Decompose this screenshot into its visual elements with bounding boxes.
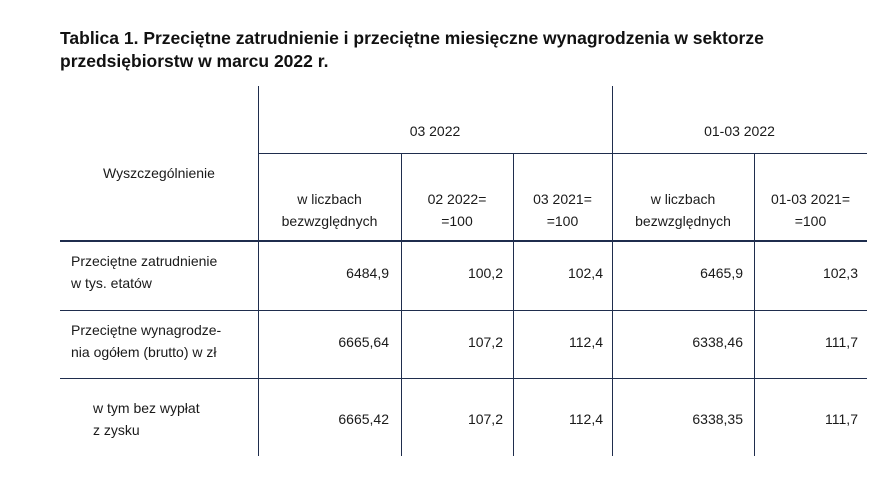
grid-hline-row2-bottom xyxy=(60,378,867,379)
row-label-wages-line-1: Przeciętne wynagrodze- xyxy=(71,322,222,338)
table-cell: 6338,46 xyxy=(692,334,743,350)
table-title xyxy=(60,27,850,73)
table-cell: 6665,42 xyxy=(338,411,389,427)
grid-hline-row1-bottom xyxy=(60,310,867,311)
column-header-3-line-2: =100 xyxy=(546,213,579,229)
grid-hline-group-bottom xyxy=(258,153,867,154)
column-header-5-line-1: 01-03 2021= xyxy=(770,191,851,207)
column-header-2-line-2: =100 xyxy=(441,213,473,229)
table-cell: 111,7 xyxy=(825,334,858,350)
table-title-line-1: Tablica 1. Przeciętne zatrudnienie i przeciętne miesięczne wynagrodzenia w sektorze xyxy=(60,28,764,48)
column-header-3-line-1: 03 2021= xyxy=(533,191,592,207)
table-title-line-2: przedsiębiorstw w marcu 2022 r. xyxy=(60,51,329,71)
column-header-2 xyxy=(401,188,513,232)
table-cell: 6665,64 xyxy=(338,334,389,350)
column-header-1-line-2: bezwzględnych xyxy=(281,213,378,229)
table-cell: 6338,35 xyxy=(692,411,743,427)
column-header-4-line-1: w liczbach xyxy=(650,191,716,207)
row-label-wages-line-2: nia ogółem (brutto) w zł xyxy=(71,344,217,360)
row-label-wages-excl-profit-line-2: z zysku xyxy=(93,422,140,438)
row-label-employment xyxy=(71,250,256,294)
row-label-wages-excl-profit xyxy=(93,397,256,441)
table-cell: 100,2 xyxy=(467,265,503,281)
row-label-wages-excl-profit-line-1: w tym bez wypłat xyxy=(93,400,200,416)
table-cell: 112,4 xyxy=(569,334,603,350)
column-header-5 xyxy=(754,188,867,232)
table-cell: 112,4 xyxy=(569,411,603,427)
column-header-5-line-2: =100 xyxy=(794,213,827,229)
table-cell: 6465,9 xyxy=(700,265,743,281)
column-header-1 xyxy=(258,188,401,232)
group-header-03-2022: 03 2022 xyxy=(409,123,461,139)
grid-hline-header-bottom xyxy=(60,240,867,242)
stub-header: Wyszczególnienie xyxy=(103,165,215,181)
table-cell: 6484,9 xyxy=(346,265,389,281)
column-header-1-line-1: w liczbach xyxy=(297,191,362,207)
column-header-4-line-2: bezwzględnych xyxy=(635,213,731,229)
table-cell: 102,4 xyxy=(567,265,603,281)
column-header-3 xyxy=(513,188,612,232)
row-label-employment-line-2: w tys. etatów xyxy=(71,275,152,291)
table-cell: 102,3 xyxy=(822,265,858,281)
table-cell: 107,2 xyxy=(467,411,503,427)
group-header-01-03-2022: 01-03 2022 xyxy=(704,123,775,139)
column-header-2-line-1: 02 2022= xyxy=(427,191,487,207)
table-cell: 111,7 xyxy=(825,411,858,427)
row-label-wages xyxy=(71,319,256,363)
row-label-employment-line-1: Przeciętne zatrudnienie xyxy=(71,253,218,269)
column-header-4 xyxy=(612,188,754,232)
table-cell: 107,2 xyxy=(467,334,503,350)
